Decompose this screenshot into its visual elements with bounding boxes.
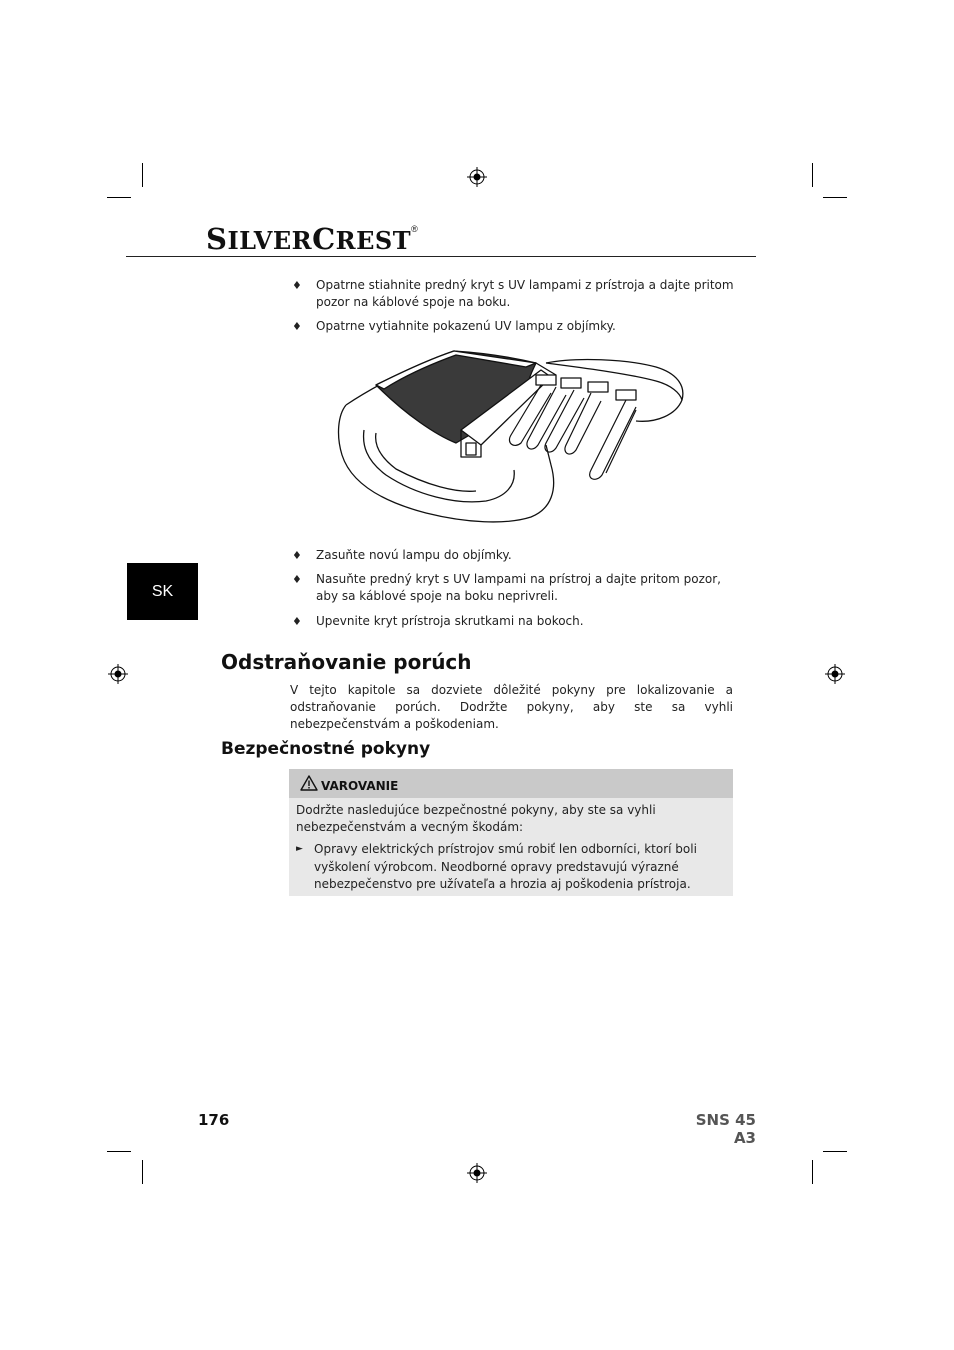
registration-mark-icon <box>825 664 845 684</box>
page-number: 176 <box>198 1111 230 1129</box>
list-item: ♦ Upevnite kryt prístroja skrutkami na bokoch. <box>292 614 584 628</box>
warning-title: VAROVANIE <box>321 779 399 793</box>
crop-mark <box>142 163 143 187</box>
diamond-bullet-icon: ♦ <box>292 279 302 292</box>
warning-triangle-icon <box>300 775 318 791</box>
crop-mark <box>142 1160 143 1184</box>
diamond-bullet-icon: ♦ <box>292 549 302 562</box>
crop-mark <box>812 163 813 187</box>
list-item: ♦ Nasuňte predný kryt s UV lampami na prístroj a dajte pritom pozor, aby sa káblové spoje na boku neprivreli. <box>292 572 721 603</box>
list-item: ♦ Opatrne vytiahnite pokazenú UV lampu z objímky. <box>292 319 616 333</box>
section-heading: Odstraňovanie porúch <box>221 650 472 674</box>
list-item: ♦ Opatrne stiahnite predný kryt s UV lampami z prístroja a dajte pritom pozor na káblové spoje na boku. <box>292 278 734 309</box>
model-number: SNS 45 A3 <box>695 1111 756 1147</box>
arrow-bullet-icon: ► <box>296 844 303 854</box>
subsection-heading: Bezpečnostné pokyny <box>221 739 431 759</box>
registration-mark-icon <box>467 167 487 187</box>
device-illustration <box>336 345 690 527</box>
language-tab: SK <box>127 563 198 620</box>
registration-mark-icon <box>467 1163 487 1183</box>
warning-text: Dodržte nasledujúce bezpečnostné pokyny, aby ste sa vyhli nebezpečenstvám a vecným škodám: <box>296 803 656 834</box>
diamond-bullet-icon: ♦ <box>292 615 302 628</box>
warning-bullet: ► Opravy elektrických prístrojov smú robiť len odborníci, ktorí boli vyškolení výrobcom. Neodborné opravy predstavujú výrazné nebezpečenstvo pre užívateľa a hrozia aj poškodenia prístroja. <box>296 842 697 891</box>
crop-mark <box>823 197 847 198</box>
registration-mark-icon <box>108 664 128 684</box>
section-intro: V tejto kapitole sa dozviete dôležité pokyny pre lokalizovanie a odstraňovanie porúch. Dodržte pokyny, aby ste sa vyhli nebezpečenstvám a poškodeniam. <box>290 683 733 731</box>
crop-mark <box>107 197 131 198</box>
header-rule <box>126 256 756 257</box>
crop-mark <box>823 1151 847 1152</box>
diamond-bullet-icon: ♦ <box>292 573 302 586</box>
diamond-bullet-icon: ♦ <box>292 320 302 333</box>
list-item: ♦ Zasuňte novú lampu do objímky. <box>292 548 512 562</box>
crop-mark <box>107 1151 131 1152</box>
brand-logo: SILVERCREST® <box>206 222 419 256</box>
crop-mark <box>812 1160 813 1184</box>
